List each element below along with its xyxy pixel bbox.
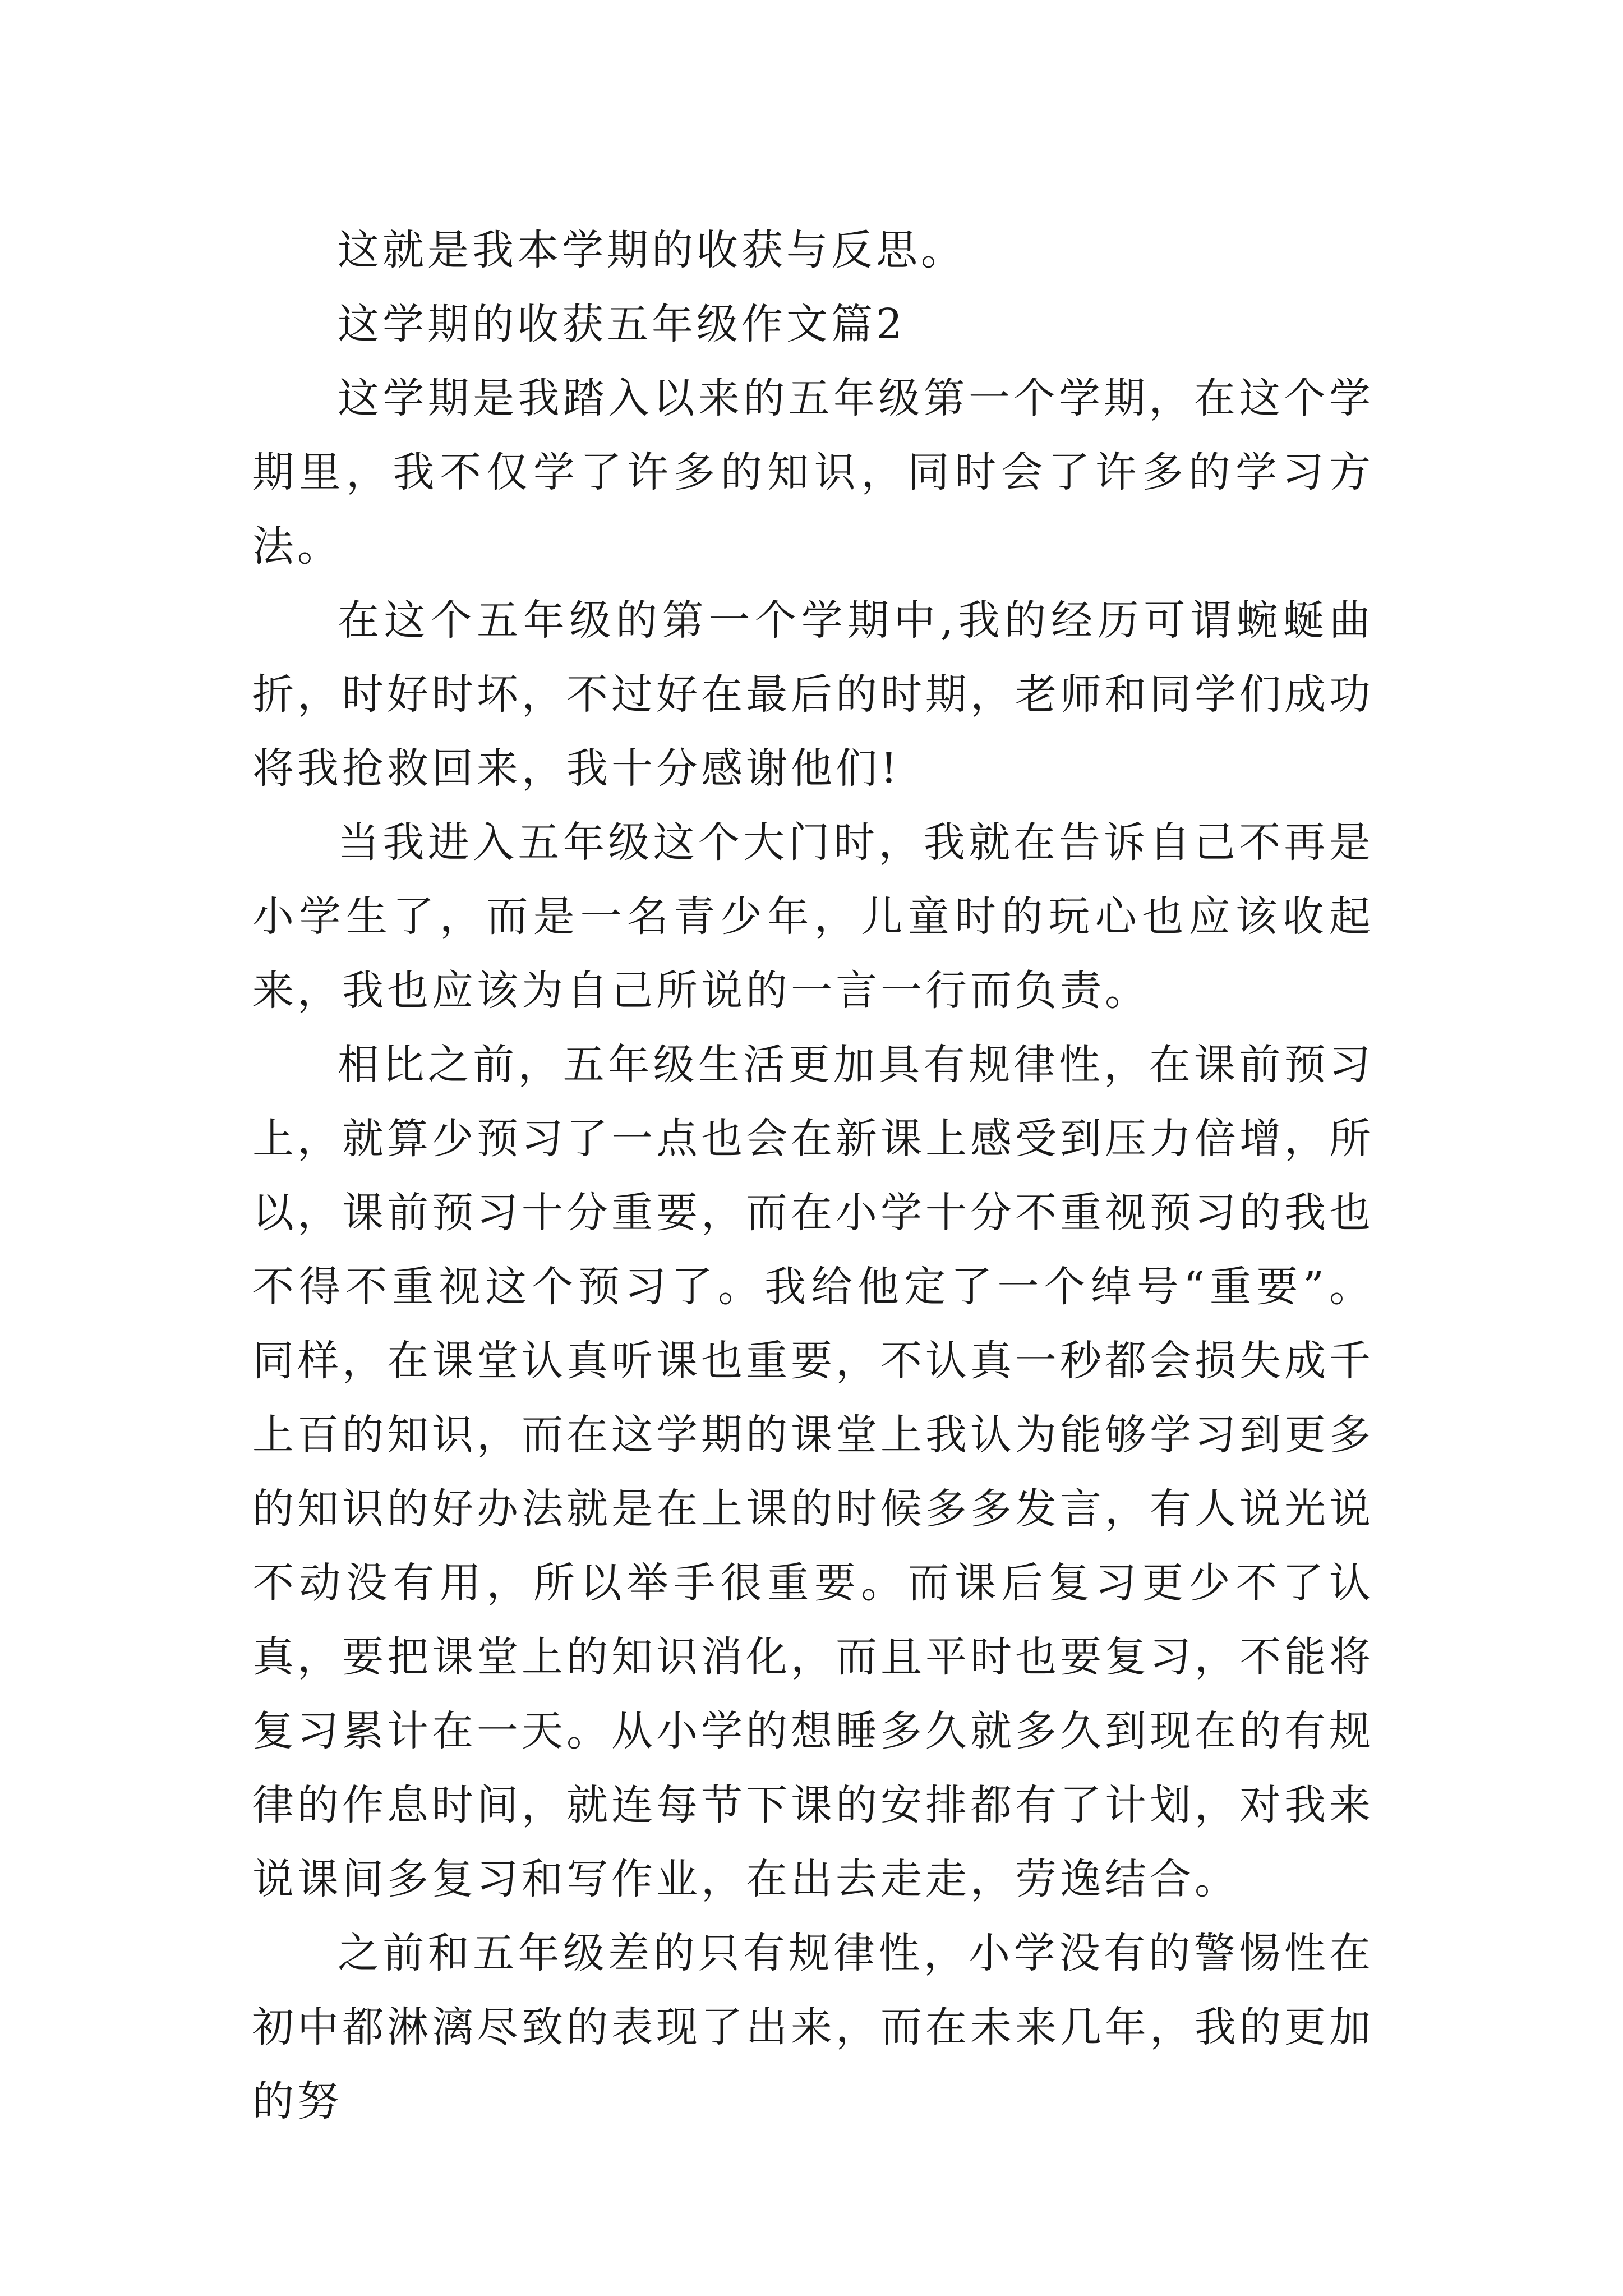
paragraph-experience: 在这个五年级的第一个学期中,我的经历可谓蜿蜒曲折，时好时坏，不过好在最后的时期，老师和同学们成功将我抢救回来，我十分感谢他们!	[252, 596, 1374, 793]
document-body	[252, 213, 1374, 2138]
paragraph-intro: 这学期是我踏入以来的五年级第一个学期，在这个学期里，我不仅学了许多的知识，同时会了许多的学习方法。	[252, 374, 1374, 570]
paragraph-comparison: 之前和五年级差的只有规律性，小学没有的警惕性在初中都淋漓尽致的表现了出来，而在未来几年，我的更加的努	[252, 1929, 1374, 2125]
paragraph-study-habits: 相比之前，五年级生活更加具有规律性，在课前预习上，就算少预习了一点也会在新课上感受到压力倍增，所以，课前预习十分重要，而在小学十分不重视预习的我也不得不重视这个预习了。我给他定了一个绰号“重要”。同样，在课堂认真听课也重要，不认真一秒都会损失成千上百的知识，而在这学期的课堂上我认为能够学习到更多的知识的好办法就是在上课的时候多多发言，有人说光说不动没有用，所以举手很重要。而课后复习更少不了认真，要把课堂上的知识消化，而且平时也要复习，不能将复习累计在一天。从小学的想睡多久就多久到现在的有规律的作息时间，就连每节下课的安排都有了计划，对我来说课间多复习和写作业，在出去走走，劳逸结合。	[252, 1041, 1374, 1903]
paragraph-growing-up: 当我进入五年级这个大门时，我就在告诉自己不再是小学生了，而是一名青少年，儿童时的玩心也应该收起来，我也应该为自己所说的一言一行而负责。	[252, 818, 1374, 1015]
paragraph-closing: 这就是我本学期的收获与反思。	[338, 226, 966, 274]
essay-heading: 这学期的收获五年级作文篇2	[338, 300, 906, 348]
